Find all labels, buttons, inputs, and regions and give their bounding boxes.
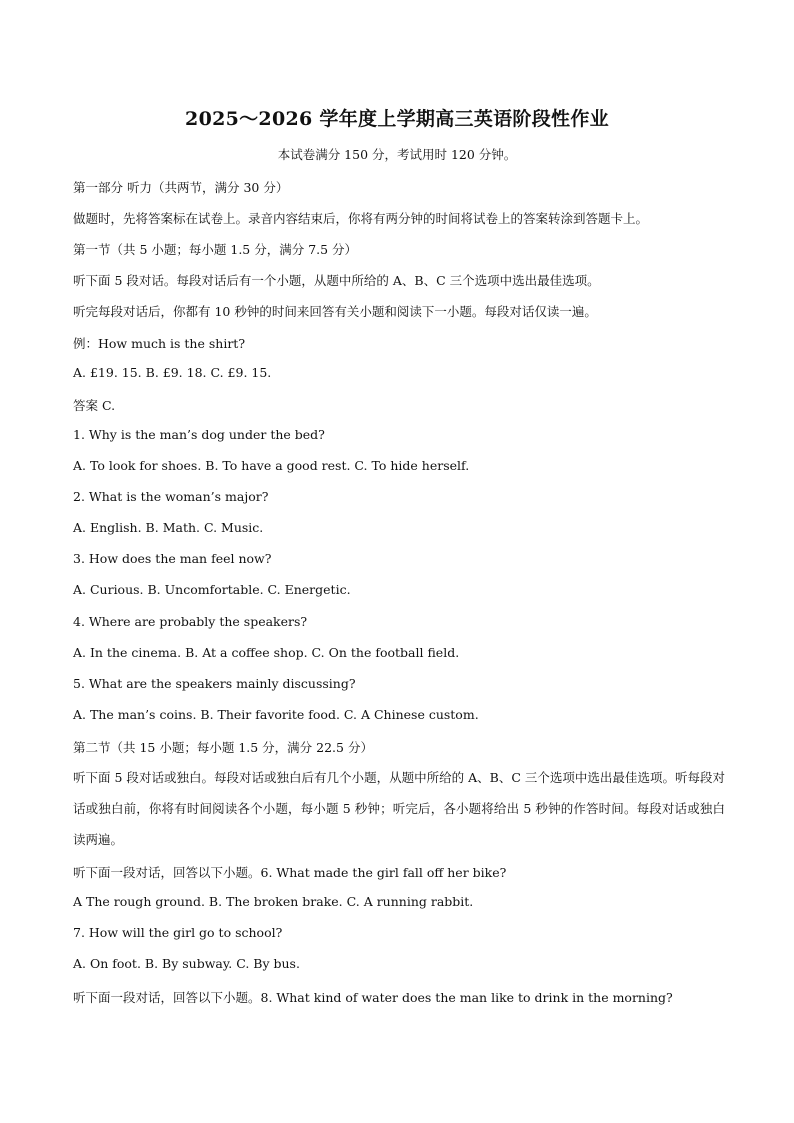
question-3-options: A. Curious. B. Uncomfortable. C. Energetic. — [73, 582, 351, 597]
section-heading-part1: 第一部分 听力（共两节，满分 30 分） — [73, 180, 289, 195]
section-heading-1: 第一节（共 5 小题；每小题 1.5 分，满分 7.5 分） — [73, 242, 358, 257]
page-title: 2025～2026 学年度上学期高三英语阶段性作业 — [185, 108, 609, 130]
section-heading-2: 第二节（共 15 小题；每小题 1.5 分，满分 22.5 分） — [73, 740, 373, 755]
question-7: 7. How will the girl go to school? — [73, 925, 283, 940]
question-1: 1. Why is the man’s dog under the bed? — [73, 427, 325, 442]
question-1-options: A. To look for shoes. B. To have a good rest. C. To hide herself. — [73, 458, 470, 473]
question-3: 3. How does the man feel now? — [73, 551, 272, 566]
instruction-text: 听下面 5 段对话。每段对话后有一个小题，从题中所给的 A、B、C 三个选项中选出最佳选项。 — [73, 273, 600, 288]
example-options: A. £19. 15. B. £9. 18. C. £9. 15. — [73, 365, 272, 380]
question-6: 听下面一段对话，回答以下小题。6. What made the girl fall off her bike? — [73, 865, 507, 880]
section-2-instructions: 听下面 5 段对话或独白。每段对话或独白后有几个小题，从题中所给的 A、B、C 三个选项中选出最佳选项。听每段对话或独白前，你将有时间阅读各个小题，每小题 5 秒钟；听完后，各小题将给出 5 秒钟的作答时间。每段对话或独白读两遍。 — [73, 770, 725, 847]
question-5: 5. What are the speakers mainly discussing? — [73, 676, 356, 691]
exam-info: 本试卷满分 150 分，考试用时 120 分钟。 — [277, 147, 517, 162]
question-5-options: A. The man’s coins. B. Their favorite food. C. A Chinese custom. — [73, 707, 479, 722]
question-8: 听下面一段对话，回答以下小题。8. What kind of water does the man like to drink in the morning? — [73, 990, 673, 1005]
question-4-options: A. In the cinema. B. At a coffee shop. C. On the football field. — [73, 645, 460, 660]
question-4: 4. Where are probably the speakers? — [73, 614, 308, 629]
question-6-options: A The rough ground. B. The broken brake. C. A running rabbit. — [73, 894, 474, 909]
question-7-options: A. On foot. B. By subway. C. By bus. — [73, 956, 300, 971]
instruction-text: 听完每段对话后，你都有 10 秒钟的时间来回答有关小题和阅读下一小题。每段对话仅读一遍。 — [73, 304, 597, 319]
instruction-text: 做题时，先将答案标在试卷上。录音内容结束后，你将有两分钟的时间将试卷上的答案转涂到答题卡上。 — [73, 211, 649, 226]
question-2: 2. What is the woman’s major? — [73, 489, 269, 504]
example-answer: 答案 C. — [73, 398, 116, 413]
example-question: 例：How much is the shirt? — [73, 336, 246, 351]
question-2-options: A. English. B. Math. C. Music. — [73, 520, 264, 535]
